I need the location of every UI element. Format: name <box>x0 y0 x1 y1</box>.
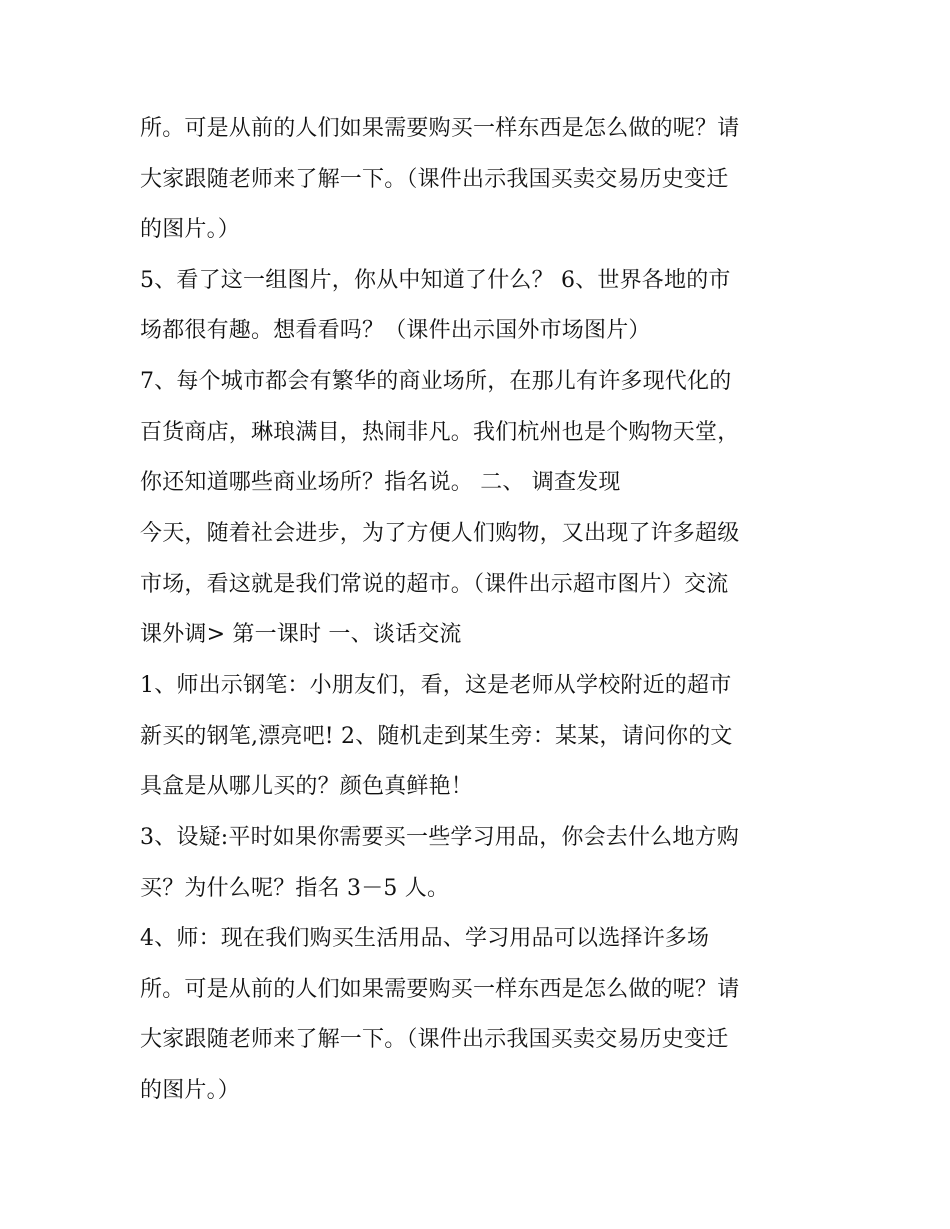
text-line: 1、师出示钢笔：小朋友们，看，这是老师从学校附近的超市 <box>140 673 732 698</box>
text-line: 的图片。） <box>140 1078 241 1103</box>
text-line: 大家跟随老师来了解一下。（课件出示我国买卖交易历史变迁 <box>140 167 729 192</box>
text-line: 百货商店，琳琅满目，热闹非凡。我们杭州也是个购物天堂， <box>140 420 740 445</box>
text-line: 4、师：现在我们购买生活用品、学习用品可以选择许多场 <box>140 926 710 951</box>
text-line: 3、设疑:平时如果你需要买一些学习用品，你会去什么地方购 <box>140 825 740 850</box>
text-line: 所。可是从前的人们如果需要购买一样东西是怎么做的呢？请 <box>140 116 740 141</box>
text-line: 5、看了这一组图片，你从中知道了什么？ 6、世界各地的市 <box>140 268 731 293</box>
text-line: 大家跟随老师来了解一下。（课件出示我国买卖交易历史变迁 <box>140 1027 729 1052</box>
text-line: 具盒是从哪儿买的？颜色真鲜艳！ <box>140 774 474 799</box>
text-line: 课外调> 第一课时 一、谈话交流 <box>140 622 462 647</box>
text-line: 新买的钢笔,漂亮吧! 2、随机走到某生旁：某某，请问你的文 <box>140 724 733 749</box>
text-line: 的图片。） <box>140 217 241 242</box>
text-line: 你还知道哪些商业场所？指名说。 二、 调查发现 <box>140 470 621 495</box>
text-line: 市场，看这就是我们常说的超市。（课件出示超市图片）交流 <box>140 572 729 597</box>
text-line: 所。可是从前的人们如果需要购买一样东西是怎么做的呢？请 <box>140 977 740 1002</box>
text-line: 今天，随着社会进步，为了方便人们购物，又出现了许多超级 <box>140 521 740 546</box>
text-line: 买？为什么呢？指名 3－5 人。 <box>140 876 450 901</box>
text-line: 7、每个城市都会有繁华的商业场所，在那儿有许多现代化的 <box>140 369 732 394</box>
text-line: 场都很有趣。想看看吗？（课件出示国外市场图片） <box>140 318 651 343</box>
